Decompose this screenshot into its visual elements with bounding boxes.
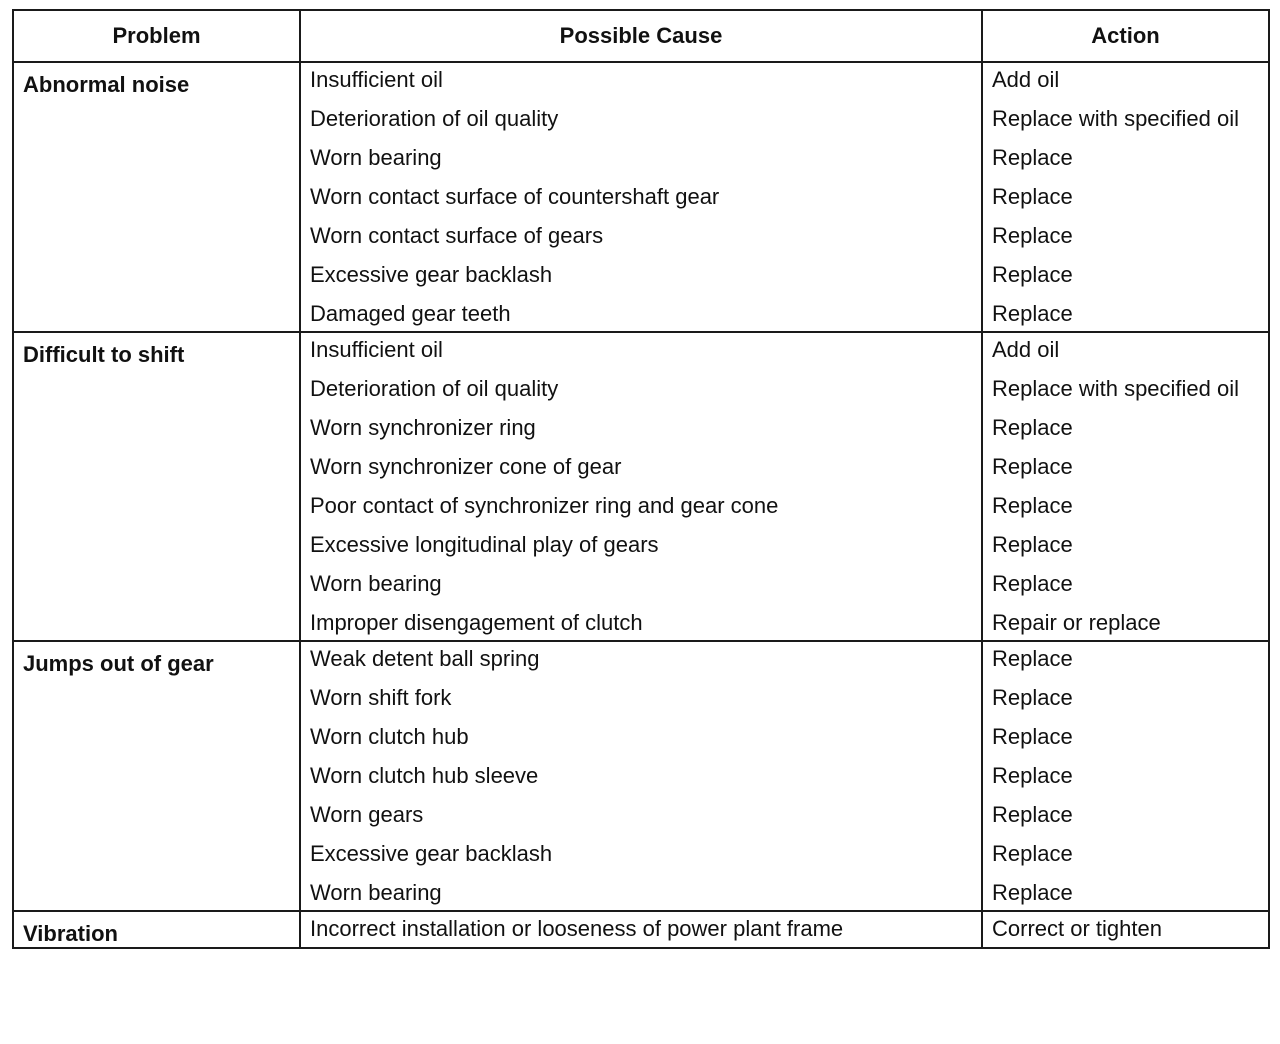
action-cell — [982, 332, 1269, 641]
action-item: Replace — [992, 145, 1073, 170]
action-item: Replace — [992, 493, 1073, 518]
troubleshooting-table — [12, 9, 1270, 949]
cause-item: Worn contact surface of gears — [310, 223, 604, 248]
problem-label: Vibration — [23, 921, 118, 946]
action-item: Replace — [992, 301, 1073, 326]
cause-item: Worn contact surface of countershaft gear — [310, 184, 720, 209]
cause-item: Worn clutch hub — [310, 724, 469, 749]
action-item: Replace — [992, 262, 1073, 287]
cause-item: Deterioration of oil quality — [310, 106, 559, 131]
action-item: Replace — [992, 532, 1073, 557]
action-item: Replace — [992, 841, 1073, 866]
cause-item: Worn shift fork — [310, 685, 452, 710]
action-item: Add oil — [992, 337, 1060, 362]
header-action: Action — [982, 10, 1269, 62]
problem-group-row — [13, 62, 1269, 332]
problem-label: Difficult to shift — [23, 342, 185, 367]
cause-item: Worn bearing — [310, 880, 442, 905]
header-row — [13, 10, 1269, 62]
action-item: Replace — [992, 724, 1073, 749]
action-item: Replace — [992, 454, 1073, 479]
action-item: Correct or tighten — [992, 916, 1162, 941]
table-body — [13, 62, 1269, 948]
cause-item: Worn clutch hub sleeve — [310, 763, 539, 788]
problem-cell — [13, 641, 300, 911]
problem-cell — [13, 332, 300, 641]
action-item: Replace — [992, 415, 1073, 440]
cause-item: Excessive longitudinal play of gears — [310, 532, 659, 557]
action-cell — [982, 62, 1269, 332]
cause-cell — [300, 332, 982, 641]
cause-item: Poor contact of synchronizer ring and gear cone — [310, 493, 779, 518]
action-item: Replace — [992, 223, 1073, 248]
problem-cell — [13, 62, 300, 332]
cause-item: Excessive gear backlash — [310, 262, 553, 287]
cause-item: Incorrect installation or looseness of power plant frame — [310, 916, 844, 941]
cause-item: Insufficient oil — [310, 337, 443, 362]
cause-item: Worn synchronizer ring — [310, 415, 536, 440]
header-problem: Problem — [13, 10, 300, 62]
action-item: Replace with specified oil — [992, 106, 1240, 131]
problem-group-row — [13, 332, 1269, 641]
action-item: Replace — [992, 571, 1073, 596]
header-possible-cause: Possible Cause — [300, 10, 982, 62]
cause-cell — [300, 641, 982, 911]
action-item: Repair or replace — [992, 610, 1161, 635]
action-item: Replace — [992, 763, 1073, 788]
problem-group-row — [13, 641, 1269, 911]
cause-item: Worn gears — [310, 802, 424, 827]
cause-item: Insufficient oil — [310, 67, 443, 92]
action-item: Replace — [992, 685, 1073, 710]
action-item: Replace — [992, 802, 1073, 827]
action-item: Replace — [992, 184, 1073, 209]
problem-label: Abnormal noise — [23, 72, 190, 97]
cause-item: Excessive gear backlash — [310, 841, 553, 866]
action-item: Add oil — [992, 67, 1060, 92]
action-item: Replace with specified oil — [992, 376, 1240, 401]
problem-cell — [13, 911, 300, 948]
action-item: Replace — [992, 880, 1073, 905]
cause-item: Deterioration of oil quality — [310, 376, 559, 401]
problem-group-row — [13, 911, 1269, 948]
problem-label: Jumps out of gear — [23, 651, 214, 676]
cause-cell — [300, 911, 982, 948]
cause-cell — [300, 62, 982, 332]
cause-item: Worn bearing — [310, 571, 442, 596]
cause-item: Damaged gear teeth — [310, 301, 511, 326]
action-item: Replace — [992, 646, 1073, 671]
action-cell — [982, 641, 1269, 911]
action-cell — [982, 911, 1269, 948]
cause-item: Worn synchronizer cone of gear — [310, 454, 622, 479]
cause-item: Weak detent ball spring — [310, 646, 540, 671]
cause-item: Worn bearing — [310, 145, 442, 170]
cause-item: Improper disengagement of clutch — [310, 610, 643, 635]
